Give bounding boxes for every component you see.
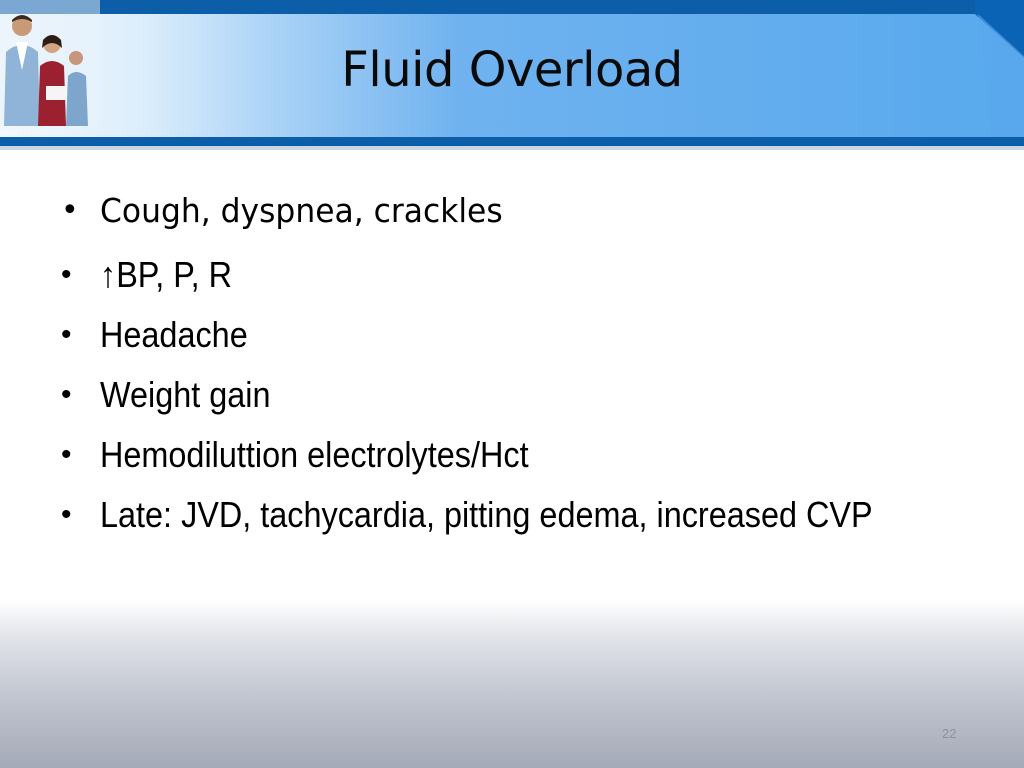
page-number: 22 <box>942 726 957 741</box>
bullet-item <box>55 314 955 356</box>
bullet-text: Headache <box>100 314 248 355</box>
bullet-item <box>55 254 955 296</box>
bullet-item <box>55 374 955 416</box>
bullet-text: Weight gain <box>100 374 271 415</box>
bullet-item <box>55 434 955 476</box>
bullet-dot-icon: • <box>61 258 72 291</box>
bullet-text: Hemodiluttion electrolytes/Hct <box>100 434 529 475</box>
bullet-dot-icon: • <box>61 438 72 471</box>
bullet-dot-icon: • <box>61 193 79 228</box>
bullet-dot-icon: • <box>61 498 72 531</box>
bottom-gradient <box>0 600 1024 768</box>
bullet-dot-icon: • <box>61 378 72 411</box>
slide-title: Fluid Overload <box>341 42 683 98</box>
bullet-item <box>55 190 955 232</box>
bullet-item <box>55 494 955 536</box>
bullet-dot-icon: • <box>61 318 72 351</box>
bullet-list <box>55 190 955 554</box>
bullet-text: ↑BP, P, R <box>100 254 233 295</box>
header-banner <box>0 0 1024 152</box>
bullet-text: Late: JVD, tachycardia, pitting edema, increased CVP <box>100 494 873 535</box>
bullet-text: Cough, dyspnea, crackles <box>100 191 503 230</box>
